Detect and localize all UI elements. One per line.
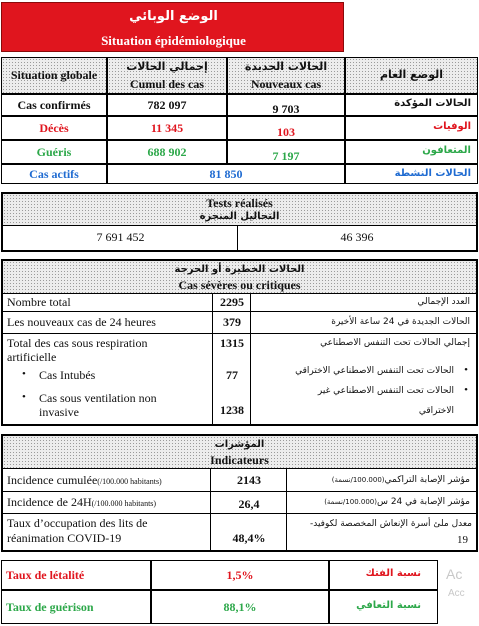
ind-24h-value-cell	[211, 492, 287, 514]
ind-cumul-label-fr	[7, 473, 162, 488]
nonint-label-fr-1: Cas sous ventilation non	[39, 391, 157, 405]
ind-occ-label-ar-2: 19	[457, 534, 468, 546]
severe-new24-label-fr: Les nouveaux cas de 24 heures	[7, 315, 156, 329]
ind-cumul-label-ar-unit: (100.000/نسمة)	[331, 476, 385, 484]
tests-title-fr: Tests réalisés	[206, 196, 273, 210]
active-label-fr: Cas actifs	[29, 167, 79, 181]
deaths-cumul-value: 11 345	[150, 121, 184, 135]
ind-cumul-value: 2143	[237, 473, 261, 487]
ind-occ-label-fr-1: Taux d’occupation des lits de	[7, 516, 148, 530]
tests-header	[3, 194, 476, 226]
active-value: 81 850	[209, 167, 243, 181]
tests-new-cell	[238, 226, 476, 250]
severe-resp-value-cell	[213, 334, 251, 424]
severe-total-value-cell	[213, 294, 251, 312]
lethality-label-ar: نسبة الفتك	[365, 568, 421, 579]
severe-total-value: 2295	[220, 295, 244, 309]
recovery-label-ar: نسبة التعافي	[356, 600, 421, 611]
recovery-value: 88,1%	[223, 600, 257, 614]
confirmed-ar-cell	[345, 94, 478, 116]
ind-24h-label-ar	[324, 497, 470, 507]
ind-24h-ar-cell	[287, 492, 476, 514]
severe-resp-value: 1315	[220, 336, 244, 350]
ind-occ-label-fr-2: réanimation COVID-19	[7, 531, 122, 545]
intub-label-ar: الحالات تحت التنفس الاصطناعي الاختراقي	[295, 366, 454, 376]
severe-new24-value: 379	[223, 315, 241, 329]
summary-header-global-fr	[1, 57, 107, 94]
nonint-label-ar-1: الحالات تحت التنفس الاصطناعي غير	[317, 386, 454, 396]
recovery-value-cell	[151, 590, 329, 624]
deaths-label-ar: الوفيات	[433, 121, 471, 132]
recovered-cumul-value: 688 902	[147, 145, 187, 159]
header-title-ar: الوضع الوبائي	[129, 9, 218, 24]
ind-cumul-label-fr-unit: (/100.000 habitants)	[97, 477, 162, 486]
tests-cumul-value: 7 691 452	[96, 230, 145, 244]
lethality-label-fr: Taux de létalité	[6, 568, 85, 582]
summary-header-cumul-fr: Cumul des cas	[129, 77, 204, 91]
summary-header-cumul	[107, 57, 227, 94]
nonint-label-ar-2: الاختراقي	[418, 406, 454, 416]
severe-resp-fr-cell	[3, 334, 213, 424]
tests-title-ar: التحاليل المنجزة	[199, 211, 280, 222]
recovery-ar-cell	[329, 590, 438, 624]
nonint-ar-bullet: •	[464, 384, 468, 396]
summary-header-new-ar: الحالات الجديدة	[244, 60, 328, 73]
lethality-value: 1,5%	[226, 568, 254, 582]
summary-row-deaths	[1, 116, 107, 140]
ind-cumul-label-fr-main: Incidence cumulée	[7, 473, 98, 487]
severe-new24-ar-cell	[251, 312, 476, 334]
ind-24h-label-ar-main: مؤشر الإصابة في 24 س	[376, 497, 470, 507]
indicators-frame	[1, 434, 478, 552]
indicators-header	[3, 436, 476, 469]
summary-header-global-ar	[345, 57, 478, 94]
indicators-title-ar: المؤشرات	[214, 439, 265, 450]
ind-occ-ar-cell	[287, 514, 476, 550]
ind-24h-label-ar-unit: (100.000/نسمة)	[324, 498, 377, 506]
severe-total-fr-cell	[3, 294, 213, 312]
ind-occ-label-ar-1: معدل ملئ أسرة الإنعاش المخصصة لكوفيد-	[309, 519, 472, 529]
summary-header-new-fr: Nouveaux cas	[250, 77, 322, 91]
ind-24h-label-fr-main: Incidence de 24H	[7, 495, 92, 509]
severe-new24-fr-cell	[3, 312, 213, 334]
severe-resp-ar-cell	[251, 334, 476, 424]
deaths-cumul-cell	[107, 116, 227, 140]
ind-24h-fr-cell	[3, 492, 211, 514]
severe-resp-label-fr-1: Total des cas sous respiration	[7, 336, 148, 350]
confirmed-label-fr: Cas confirmés	[17, 98, 91, 112]
ind-cumul-label-ar	[332, 475, 470, 485]
tests-frame	[1, 192, 478, 252]
activation-watermark-line1: Ac	[446, 566, 463, 582]
severe-total-ar-cell	[251, 294, 476, 312]
deaths-label-fr: Décès	[39, 121, 69, 135]
ind-24h-label-fr-unit: (/100.000 habitants)	[91, 499, 157, 508]
nonint-bullet: •	[22, 391, 26, 403]
lethality-ar-cell	[329, 560, 438, 590]
severe-total-label-ar: العدد الإجمالي	[417, 297, 470, 307]
summary-row-active	[1, 164, 107, 184]
summary-row-recovered	[1, 140, 107, 164]
confirmed-cumul-value: 782 097	[147, 98, 187, 112]
recovered-cumul-cell	[107, 140, 227, 164]
confirmed-new-cell	[227, 94, 345, 116]
intub-label-fr: Cas Intubés	[39, 368, 96, 382]
deaths-ar-cell	[345, 116, 478, 140]
recovered-new-value: 7 197	[272, 149, 300, 163]
recovered-new-cell	[227, 140, 345, 164]
recovery-fr-cell	[1, 590, 151, 624]
recovered-ar-cell	[345, 140, 478, 164]
ind-occ-value-cell	[211, 514, 287, 550]
severe-resp-label-fr-2: artificielle	[7, 350, 57, 364]
lethality-value-cell	[151, 560, 329, 590]
ind-24h-label-fr	[7, 495, 156, 510]
ind-cumul-ar-cell	[287, 469, 476, 492]
summary-header-cumul-ar: إجمالي الحالات	[126, 60, 208, 73]
ind-cumul-value-cell	[211, 469, 287, 492]
summary-header-global-fr-text: Situation globale	[10, 68, 98, 82]
active-label-ar: الحالات النشطة	[394, 168, 471, 179]
severe-header	[3, 261, 476, 294]
header-title-fr: Situation épidémiologique	[101, 33, 246, 48]
ind-cumul-fr-cell	[3, 469, 211, 492]
severe-new24-value-cell	[213, 312, 251, 334]
severe-frame	[1, 259, 478, 426]
severe-total-label-fr: Nombre total	[7, 295, 71, 309]
summary-header-global-ar-text: الوضع العام	[379, 68, 444, 81]
confirmed-label-ar: الحالات المؤكدة	[394, 98, 471, 109]
active-ar-cell	[345, 164, 478, 184]
ind-24h-value: 26,4	[238, 497, 260, 511]
deaths-new-cell	[227, 116, 345, 140]
header-banner	[1, 2, 344, 52]
recovered-label-ar: المتعافون	[422, 145, 471, 156]
intub-ar-bullet: •	[464, 364, 468, 376]
lethality-fr-cell	[1, 560, 151, 590]
activation-watermark-line2: Acc	[448, 588, 465, 599]
ind-occ-fr-cell	[3, 514, 211, 550]
nonint-label-fr-2: invasive	[39, 405, 79, 419]
severe-resp-label-ar: إجمالي الحالات تحت التنفس الاصطناعي	[320, 338, 470, 348]
severe-new24-label-ar: الحالات الجديدة في 24 ساعة الأخيرة	[331, 317, 470, 327]
recovery-label-fr: Taux de guérison	[6, 600, 94, 614]
summary-header-new	[227, 57, 345, 94]
recovered-label-fr: Guéris	[36, 145, 72, 159]
intub-bullet: •	[22, 368, 26, 380]
tests-new-value: 46 396	[340, 230, 374, 244]
nonint-value: 1238	[220, 403, 244, 417]
indicators-title-fr: Indicateurs	[210, 453, 269, 467]
severe-title-ar: الحالات الخطيرة أو الحرجة	[174, 264, 305, 275]
ind-occ-value: 48,4%	[232, 531, 266, 545]
severe-title-fr: Cas sévères ou critiques	[178, 278, 301, 292]
active-value-cell	[107, 164, 345, 184]
intub-value: 77	[226, 368, 238, 382]
tests-cumul-cell	[3, 226, 238, 250]
confirmed-new-value: 9 703	[272, 102, 300, 116]
confirmed-cumul-cell	[107, 94, 227, 116]
summary-row-confirmed	[1, 94, 107, 116]
deaths-new-value: 103	[277, 125, 295, 139]
ind-cumul-label-ar-main: مؤشر الإصابة التراكمي	[384, 475, 470, 485]
